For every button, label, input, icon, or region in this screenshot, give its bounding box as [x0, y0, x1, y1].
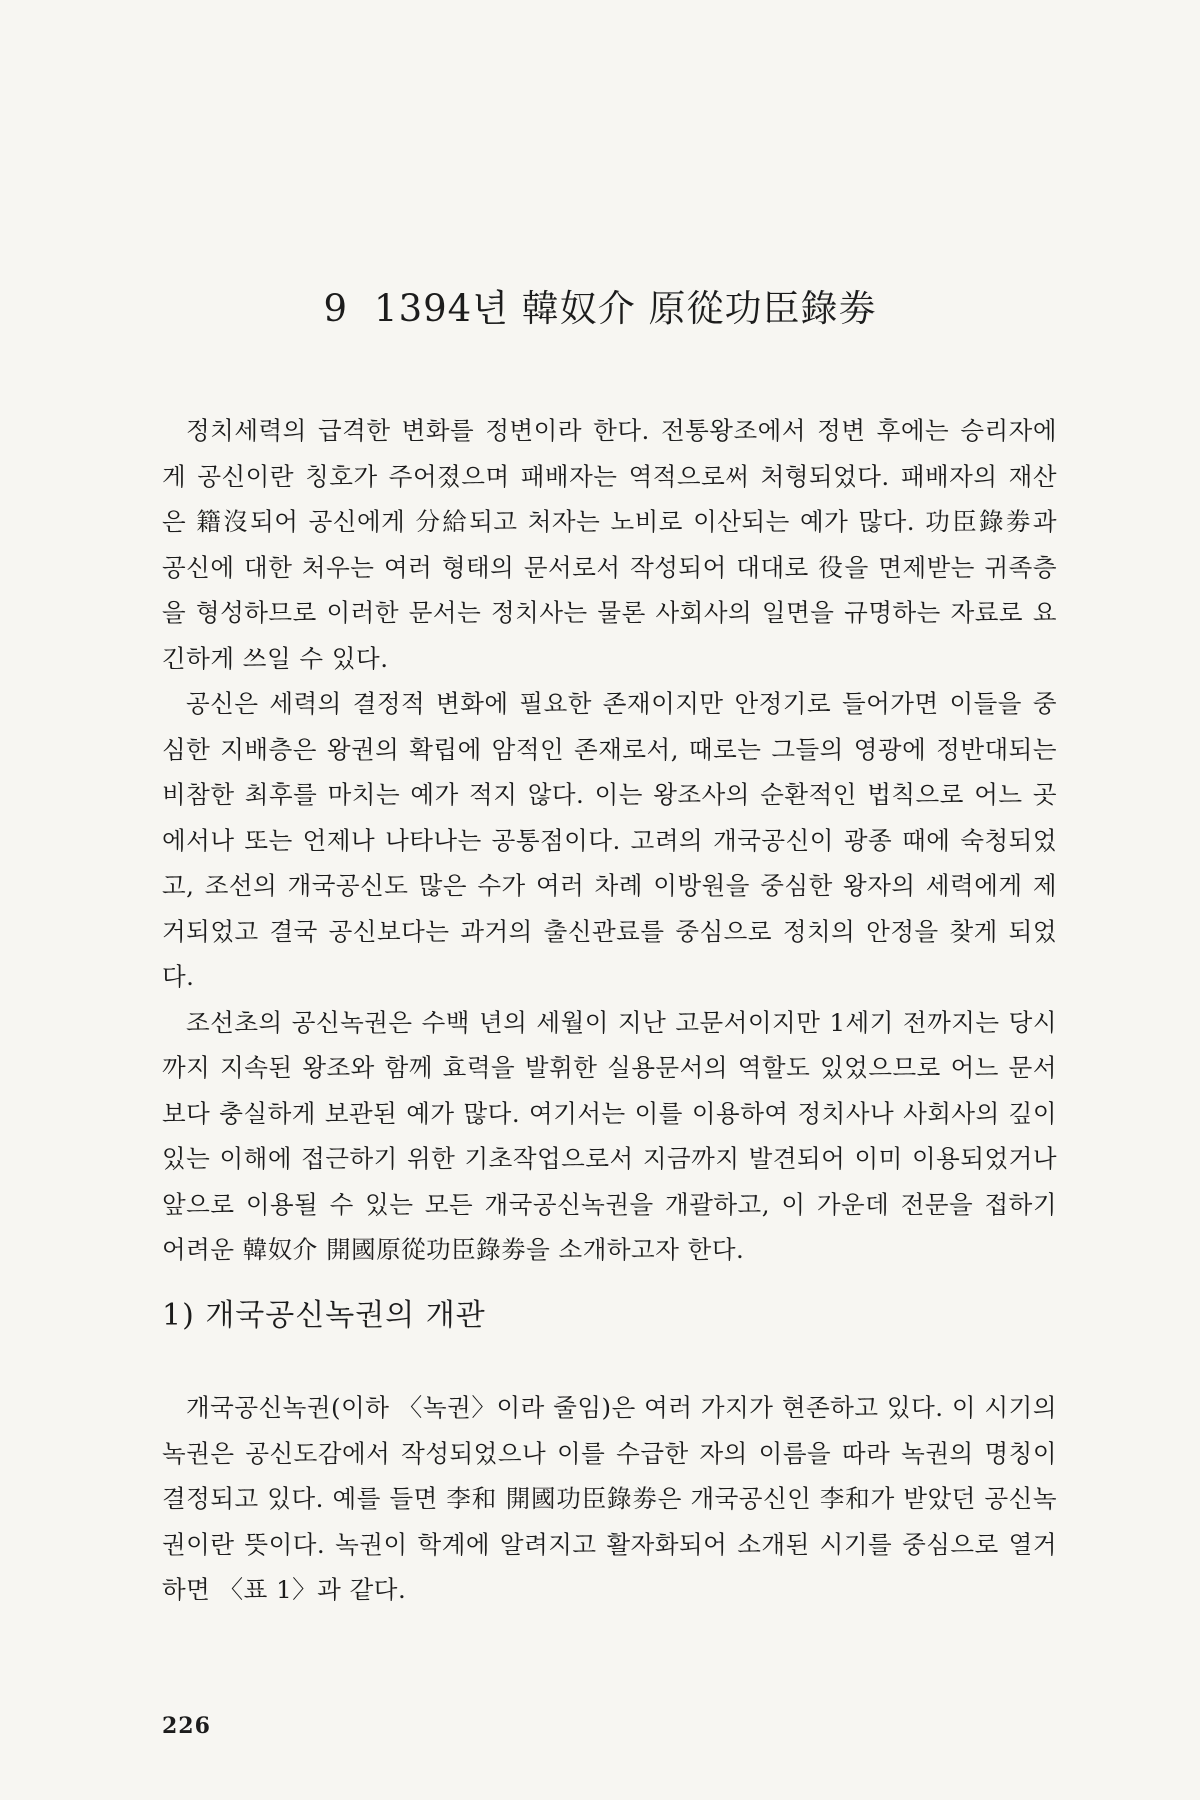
body-paragraph: 조선초의 공신녹권은 수백 년의 세월이 지난 고문서이지만 1세기 전까지는 당시까지 지속된 왕조와 함께 효력을 발휘한 실용문서의 역할도 있었으므로 어느 문서보다 충실하게 보관된 예가 많다. 여기서는 이를 이용하여 정치사나 사회사의 깊이 있는 이해에 접근하기 위한 기초작업으로서 지금까지 발견되어 이미 이용되었거나 앞으로 이용될 수 있는 모든 개국공신녹권을 개괄하고, 이 가운데 전문을 접하기 어려운 韓奴介 開國原從功臣錄劵을 소개하고자 한다.	[162, 1007, 1057, 1264]
page-number: 226	[162, 1713, 211, 1739]
chapter-title	[0, 278, 1200, 332]
body-paragraph: 개국공신녹권(이하 〈녹권〉이라 줄임)은 여러 가지가 현존하고 있다. 이 시기의 녹권은 공신도감에서 작성되었으나 이를 수급한 자의 이름을 따라 녹권의 명칭이 결정되고 있다. 예를 들면 李和 開國功臣錄劵은 개국공신인 李和가 받았던 공신녹권이란 뜻이다. 녹권이 학계에 알려지고 활자화되어 소개된 시기를 중심으로 열거하면 〈표 1〉과 같다.	[162, 1393, 1057, 1604]
section-heading: 1) 개국공신녹권의 개관	[162, 1298, 486, 1333]
overview-section	[162, 1385, 1057, 1613]
body-paragraph: 정치세력의 급격한 변화를 정변이라 한다. 전통왕조에서 정변 후에는 승리자에게 공신이란 칭호가 주어졌으며 패배자는 역적으로써 처형되었다. 패배자의 재산은 籍沒되어 공신에게 分給되고 처자는 노비로 이산되는 예가 많다. 功臣錄劵과 공신에 대한 처우는 여러 형태의 문서로서 작성되어 대대로 役을 면제받는 귀족층을 형성하므로 이러한 문서는 정치사는 물론 사회사의 일면을 규명하는 자료로 요긴하게 쓰일 수 있다.	[162, 416, 1057, 673]
intro-section	[162, 408, 1057, 1273]
chapter-title-text: 1394년 韓奴介 原從功臣錄劵	[374, 287, 877, 330]
body-paragraph: 공신은 세력의 결정적 변화에 필요한 존재이지만 안정기로 들어가면 이들을 중심한 지배층은 왕권의 확립에 암적인 존재로서, 때로는 그들의 영광에 정반대되는 비참한 최후를 마치는 예가 적지 않다. 이는 왕조사의 순환적인 법칙으로 어느 곳에서나 또는 언제나 나타나는 공통점이다. 고려의 개국공신이 광종 때에 숙청되었고, 조선의 개국공신도 많은 수가 여러 차례 이방원을 중심한 왕자의 세력에게 제거되었고 결국 공신보다는 과거의 출신관료를 중심으로 정치의 안정을 찾게 되었다.	[162, 689, 1057, 991]
chapter-number: 9	[323, 287, 349, 330]
